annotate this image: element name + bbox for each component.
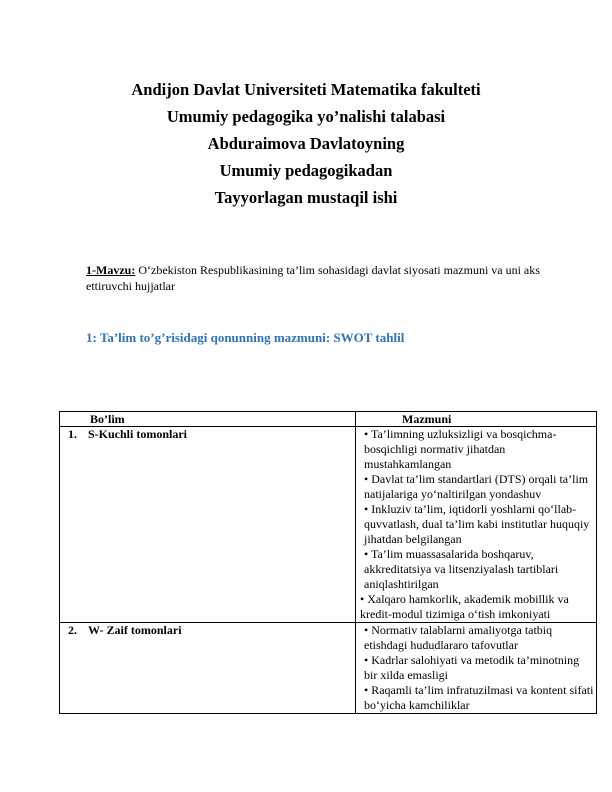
list-item: • Raqamli ta’lim infratuzilmasi va kontent sifati bo‘yicha kamchiliklar <box>364 683 594 712</box>
title-subject: Umumiy pedagogikadan <box>219 161 393 180</box>
list-item: • Kadrlar salohiyati va metodik ta’minotning bir xilda emasligi <box>364 653 580 682</box>
header-content: Mazmuni <box>356 412 597 427</box>
content-cell <box>356 623 597 714</box>
title-work-type: Tayyorlagan mustaqil ishi <box>214 188 398 207</box>
list-item: • Xalqaro hamkorlik, akademik mobillik va kredit-modul tizimiga o‘tish imkoniyati <box>360 592 569 621</box>
swot-heading: 1: Ta’lim to’g’risidagi qonunning mazmuni: SWOT tahlil <box>86 330 405 345</box>
title-university: Andijon Davlat Universiteti Matematika fakulteti <box>131 80 481 99</box>
section-title: W- Zaif tomonlari <box>88 623 182 637</box>
section-cell <box>60 427 356 623</box>
swot-table <box>59 411 597 714</box>
title-block <box>0 76 612 211</box>
section-title: S-Kuchli tomonlari <box>88 427 188 441</box>
section-number: 2. <box>68 623 77 637</box>
header-section: Bo’lim <box>60 412 356 427</box>
section-number: 1. <box>68 427 77 441</box>
list-item: • Ta’lim muassasalarida boshqaruv, akkreditatsiya va litsenziyalash tartiblari aniqlashtirilgan <box>364 547 559 591</box>
table-row <box>60 623 597 714</box>
table-header-row <box>60 412 597 427</box>
list-item: • Davlat ta’lim standartlari (DTS) orqali ta’lim natijalariga yo‘naltirilgan yondashuv <box>364 472 589 501</box>
topic-label: 1-Mavzu: <box>86 263 136 277</box>
list-item: • Inkluziv ta’lim, iqtidorli yoshlarni qo‘llab-quvvatlash, dual ta’lim kabi institutlar huquqiy jihatdan belgilangan <box>364 502 590 546</box>
topic-text: O‘zbekiston Respublikasining ta’lim sohasidagi davlat siyosati mazmuni va uni aks ettiruvchi hujjatlar <box>86 263 540 293</box>
title-direction: Umumiy pedagogika yo’nalishi talabasi <box>166 107 446 126</box>
table-row <box>60 427 597 623</box>
title-student-name: Abduraimova Davlatoyning <box>207 134 405 153</box>
topic-paragraph <box>86 262 556 294</box>
content-cell <box>356 427 597 623</box>
list-item: • Normativ talablarni amaliyotga tatbiq etishdagi hududlararo tafovutlar <box>364 623 553 652</box>
section-cell <box>60 623 356 714</box>
list-item: • Ta’limning uzluksizligi va bosqichma-bosqichligi normativ jihatdan mustahkamlangan <box>364 427 557 471</box>
